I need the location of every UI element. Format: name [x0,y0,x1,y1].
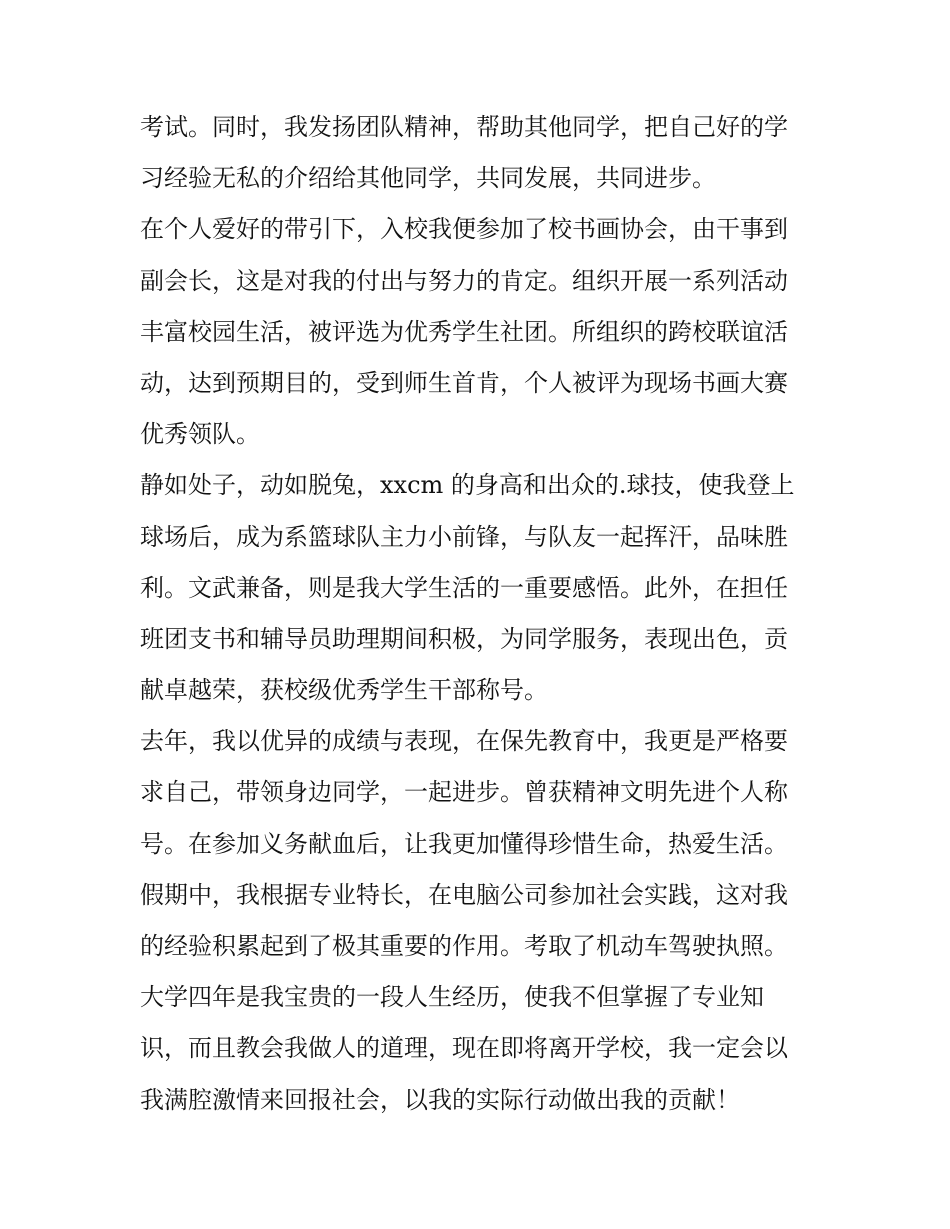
text-line: 的经验积累起到了极其重要的作用。考取了机动车驾驶执照。 [140,932,788,960]
text-line: 在个人爱好的带引下，入校我便参加了校书画协会，由干事到 [140,215,788,244]
text-line: 利。文武兼备，则是我大学生活的一重要感悟。此外，在担任 [140,573,788,602]
text-line: 静如处子，动如脱兔，xxcm 的身高和出众的.球技，使我登上 [140,471,795,500]
text-line: 大学四年是我宝贵的一段人生经历，使我不但掌握了专业知 [140,983,764,1012]
text-line: 丰富校园生活，被评选为优秀学生社团。所组织的跨校联谊活 [140,317,788,346]
text-line: 献卓越荣，获校级优秀学生干部称号。 [140,676,548,705]
text-line: 假期中，我根据专业特长，在电脑公司参加社会实践，这对我 [140,880,788,909]
text-line: 求自己，带领身边同学，一起进步。曾获精神文明先进个人称 [140,778,788,807]
text-line: 号。在参加义务献血后，让我更加懂得珍惜生命，热爱生活。 [140,829,788,858]
text-line: 去年，我以优异的成绩与表现，在保先教育中，我更是严格要 [140,727,788,756]
text-line: 考试。同时，我发扬团队精神，帮助其他同学，把自己好的学 [140,113,788,141]
text-line: 我满腔激情来回报社会，以我的实际行动做出我的贡献！ [140,1085,740,1114]
text-line: 优秀领队。 [140,420,260,449]
body-text [140,102,820,1126]
text-line: 球场后，成为系篮球队主力小前锋，与队友一起挥汗，品味胜 [140,522,788,551]
text-line: 副会长，这是对我的付出与努力的肯定。组织开展一系列活动 [140,266,788,295]
text-line: 班团支书和辅导员助理期间积极，为同学服务，表现出色，贡 [140,624,788,653]
text-line: 动，达到预期目的，受到师生首肯，个人被评为现场书画大赛 [140,368,788,397]
text-line: 习经验无私的介绍给其他同学，共同发展，共同进步。 [140,164,716,193]
text-line: 识，而且教会我做人的道理，现在即将离开学校，我一定会以 [140,1034,788,1063]
